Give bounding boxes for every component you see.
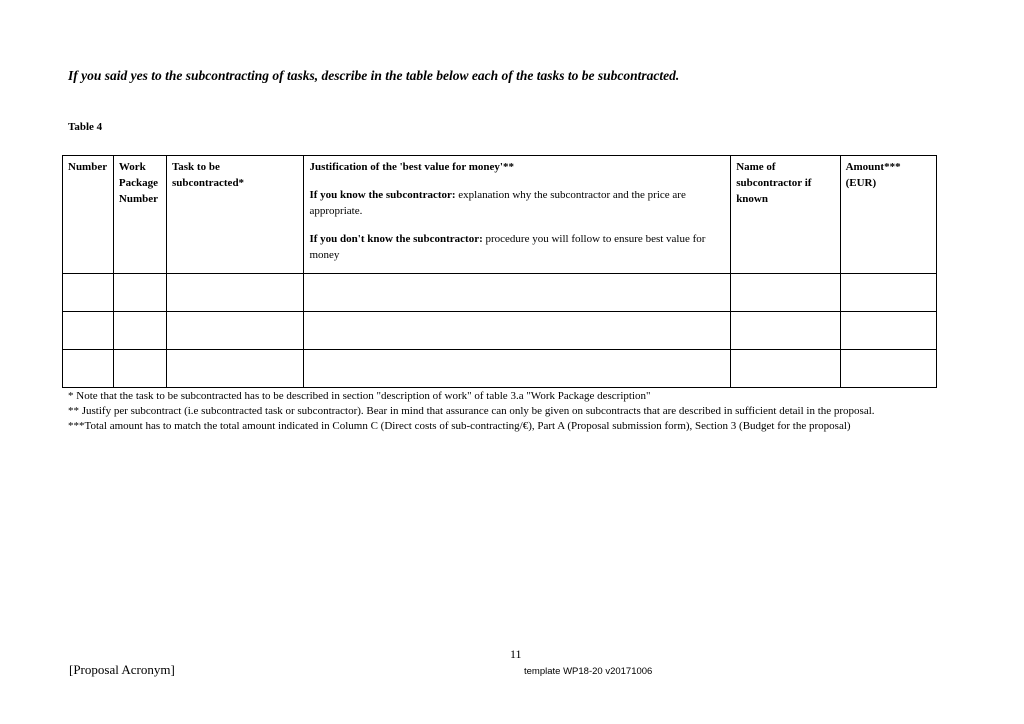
table-cell[interactable] xyxy=(731,350,840,388)
header-amount-line: (EUR) xyxy=(845,177,877,189)
header-wp-line: Work xyxy=(118,161,146,173)
justification-known xyxy=(309,187,725,219)
header-number: Number xyxy=(63,156,114,274)
page-number: 11 xyxy=(510,647,522,661)
table-cell[interactable] xyxy=(840,350,936,388)
table-header-row xyxy=(63,156,937,274)
justification-unknown xyxy=(309,231,725,263)
proposal-acronym: [Proposal Acronym] xyxy=(69,662,175,677)
justification-known-text: explanation why the subcontractor and the price are appropriate. xyxy=(309,189,686,217)
table-label: Table 4 xyxy=(68,121,103,133)
justification-unknown-label: If you don't know the subcontractor: xyxy=(309,233,483,245)
table-cell[interactable] xyxy=(113,312,166,350)
footnote-amount: ***Total amount has to match the total amount indicated in Column C (Direct costs of sub-contracting/€), Part A (Proposal submission form), Section 3 (Budget for the proposal) xyxy=(68,420,851,432)
header-task-line: subcontracted* xyxy=(171,177,245,189)
header-wp-line: Package xyxy=(118,177,158,189)
table-row xyxy=(63,274,937,312)
footnote-justify: ** Justify per subcontract (i.e subcontracted task or subcontractor). Bear in mind that assurance can only be given on subcontracts that are described in sufficient detail in the proposal. xyxy=(68,405,875,417)
table-cell[interactable] xyxy=(731,312,840,350)
table-cell[interactable] xyxy=(731,274,840,312)
table-cell[interactable] xyxy=(113,274,166,312)
header-subcontractor-name xyxy=(731,156,840,274)
table-cell[interactable] xyxy=(166,312,304,350)
header-amount-line: Amount*** xyxy=(845,161,901,173)
table-cell[interactable] xyxy=(304,312,731,350)
header-name-line: Name of xyxy=(736,161,776,173)
table-cell[interactable] xyxy=(166,274,304,312)
header-task xyxy=(166,156,304,274)
table-cell[interactable] xyxy=(166,350,304,388)
intro-instruction: If you said yes to the subcontracting of tasks, describe in the table below each of the tasks to be subcontracted. xyxy=(68,68,680,83)
table-cell[interactable] xyxy=(63,312,114,350)
table-cell[interactable] xyxy=(63,350,114,388)
table-row xyxy=(63,350,937,388)
table-cell[interactable] xyxy=(113,350,166,388)
justification-known-label: If you know the subcontractor: xyxy=(309,189,456,201)
header-wp-line: Number xyxy=(118,193,158,205)
table-cell[interactable] xyxy=(840,274,936,312)
table-cell[interactable] xyxy=(304,274,731,312)
header-work-package-number xyxy=(113,156,166,274)
table-cell[interactable] xyxy=(304,350,731,388)
subcontracting-table xyxy=(62,155,937,388)
justification-unknown-text: procedure you will follow to ensure best value for money xyxy=(309,233,706,261)
header-task-line: Task to be xyxy=(171,161,220,173)
header-name-line: subcontractor if xyxy=(736,177,812,189)
header-justification xyxy=(304,156,731,274)
table-cell[interactable] xyxy=(63,274,114,312)
header-amount xyxy=(840,156,936,274)
footnote-task: * Note that the task to be subcontracted has to be described in section "description of work" of table 3.a "Work Package description" xyxy=(68,390,651,402)
template-version: template WP18-20 v20171006 xyxy=(524,666,653,677)
table-row xyxy=(63,312,937,350)
header-name-line: known xyxy=(736,193,768,205)
justification-title: Justification of the 'best value for money'** xyxy=(309,161,514,173)
footnotes xyxy=(68,389,875,434)
table-cell[interactable] xyxy=(840,312,936,350)
